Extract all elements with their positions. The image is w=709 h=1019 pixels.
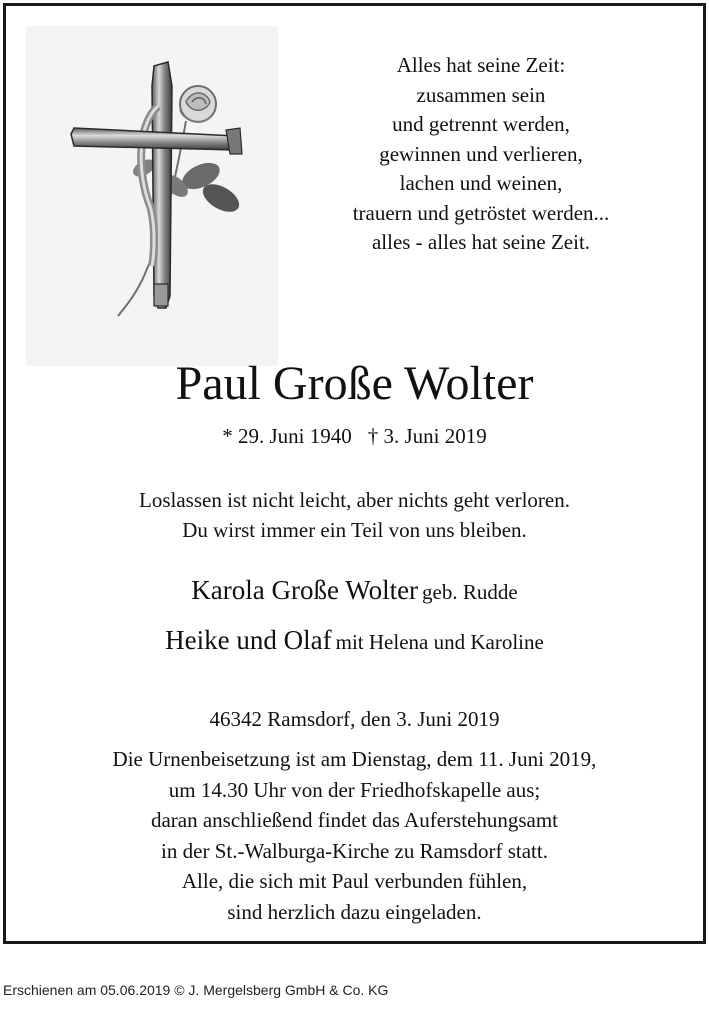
- publication-note: Erschienen am 05.06.2019 © J. Mergelsberg GmbH & Co. KG: [3, 982, 389, 998]
- funeral-line: sind herzlich dazu eingeladen.: [227, 899, 482, 924]
- life-dates: [6, 421, 703, 451]
- obituary-notice: [3, 3, 706, 944]
- poem-line: Alles hat seine Zeit:: [396, 53, 566, 77]
- farewell-line: Du wirst immer ein Teil von uns bleiben.: [182, 517, 527, 542]
- death-date: † 3. Juni 2019: [367, 424, 487, 448]
- mourner-suffix: mit Helena und Karoline: [335, 630, 544, 654]
- funeral-line: Die Urnenbeisetzung ist am Dienstag, dem 11. Juni 2019,: [112, 747, 597, 771]
- funeral-line: daran anschließend findet das Auferstehungsamt: [150, 808, 559, 832]
- mourner-name: Karola Große Wolter: [191, 575, 419, 605]
- funeral-line: in der St.-Walburga-Kirche zu Ramsdorf statt.: [161, 838, 548, 863]
- poem-line: gewinnen und verlieren,: [379, 141, 583, 166]
- poem-line: zusammen sein: [416, 82, 546, 107]
- cross-with-rose-icon: [26, 26, 278, 366]
- farewell-line: Loslassen ist nicht leicht, aber nichts geht verloren.: [139, 488, 570, 512]
- birth-date: * 29. Juni 1940: [222, 424, 352, 448]
- mourner-name: Heike und Olaf: [165, 625, 332, 655]
- deceased-name: Paul Große Wolter: [175, 357, 534, 410]
- funeral-details: [6, 744, 703, 927]
- funeral-line: um 14.30 Uhr von der Friedhofskapelle aus;: [168, 777, 541, 802]
- poem-line: trauern und getröstet werden...: [352, 200, 610, 225]
- poem-line: lachen und weinen,: [399, 171, 563, 195]
- mourner-entry: [6, 623, 703, 662]
- farewell-text: [6, 486, 703, 545]
- place-date: 46342 Ramsdorf, den 3. Juni 2019: [209, 707, 500, 731]
- poem-line: und getrennt werden,: [392, 112, 570, 136]
- mourner-suffix: geb. Rudde: [422, 580, 518, 604]
- poem-line: alles - alles hat seine Zeit.: [371, 230, 591, 254]
- mourner-entry: [6, 573, 703, 612]
- funeral-line: Alle, die sich mit Paul verbunden fühlen,: [181, 869, 528, 893]
- poem: [306, 51, 656, 258]
